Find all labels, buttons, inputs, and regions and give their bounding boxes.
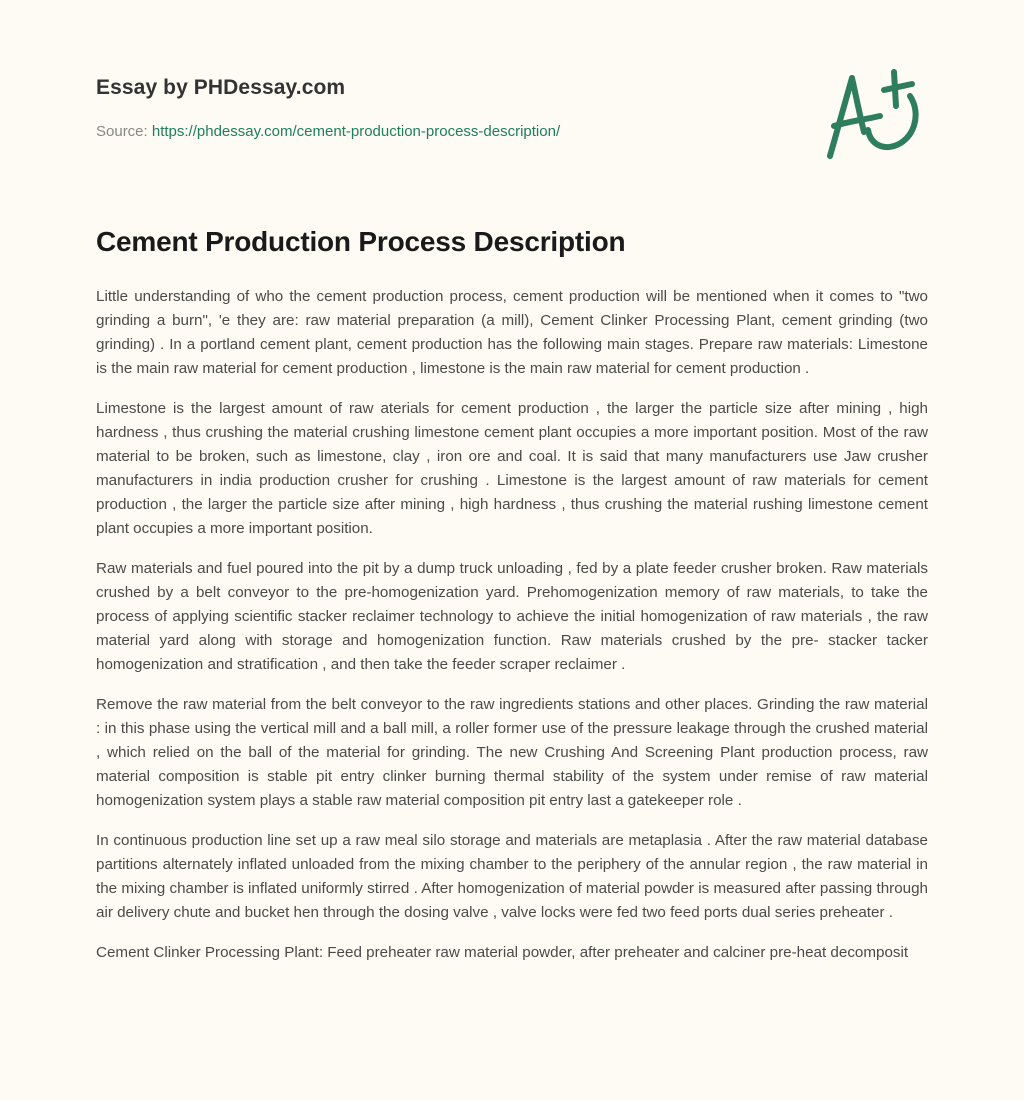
paragraph: Limestone is the largest amount of raw aterials for cement production , the larger the particle size after mining , high hardness , thus crushing the material crushing limestone cement plant occupies a more important position. Most of the raw material to be broken, such as limestone, clay , iron ore and coal. It is said that many manufacturers use Jaw crusher manufacturers in india production crusher for crushing . Limestone is the largest amount of raw materials for cement production , the larger the particle size after mining , high hardness , thus crushing the material rushing limestone cement plant occupies a more important position.: [96, 400, 928, 537]
paragraph: Little understanding of who the cement production process, cement production will be mentioned when it comes to "two grinding a burn", 'e they are: raw material preparation (a mill), Cement Clinker Processing Plant, cement grinding (two grinding) . In a portland cement plant, cement production has the following main stages. Prepare raw materials: Limestone is the main raw material for cement production , limestone is the main raw material for cement production .: [96, 288, 928, 377]
source-line: [96, 123, 560, 140]
paragraph: In continuous production line set up a raw meal silo storage and materials are metaplasia . After the raw material database partitions alternately inflated unloaded from the mixing chamber to the periphery of the annular region , the raw material in the mixing chamber is inflated uniformly stirred . After homogenization of material powder is measured after passing through air delivery chute and bucket hen through the dosing valve , valve locks were fed two feed ports dual series preheater .: [96, 832, 928, 921]
page-header: [96, 0, 928, 200]
paragraph: Raw materials and fuel poured into the pit by a dump truck unloading , fed by a plate feeder crusher broken. Raw materials crushed by a belt conveyor to the pre-homogenization yard. Prehomogenization memory of raw materials, to take the process of applying scientific stacker reclaimer technology to achieve the initial homogenization of raw materials , the raw material yard along with storage and homogenization function. Raw materials crushed by the pre- stacker tacker homogenization and stratification , and then take the feeder scraper reclaimer .: [96, 560, 928, 673]
essay-body: [96, 285, 928, 981]
source-label: Source:: [96, 123, 148, 140]
essay-page: [96, 0, 928, 961]
source-link[interactable]: https://phdessay.com/cement-production-process-description/: [151, 123, 561, 140]
document-title: Cement Production Process Description: [96, 226, 626, 257]
site-title: Essay by PHDessay.com: [96, 76, 346, 99]
paragraph: Remove the raw material from the belt conveyor to the raw ingredients stations and other places. Grinding the raw material : in this phase using the vertical mill and a ball mill, a roller former use of the pressure leakage through the crushed material , which relied on the ball of the material for grinding. The new Crushing And Screening Plant production process, raw material composition is stable pit entry clinker burning thermal stability of the system under remise of raw material homogenization system plays a stable raw material composition pit entry last a gatekeeper role .: [96, 696, 928, 809]
paragraph: Cement Clinker Processing Plant: Feed preheater raw material powder, after preheater and calciner pre-heat decomposit: [96, 944, 909, 961]
a-plus-grade-icon: [822, 66, 926, 166]
